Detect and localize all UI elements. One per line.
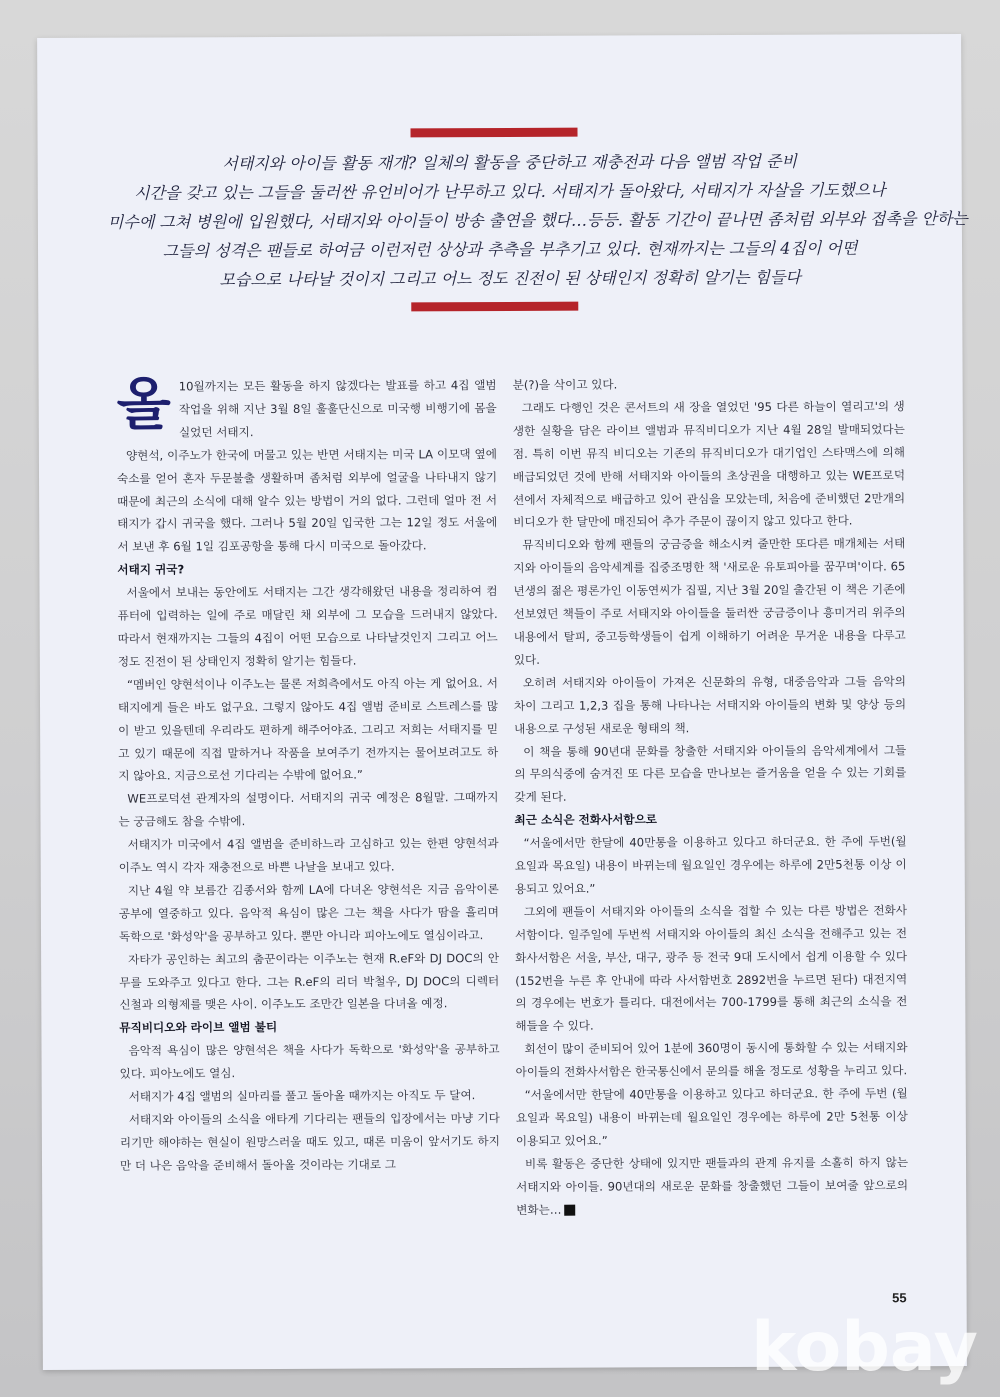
lead-line: 모습으로 나타날 것이지 그리고 어느 정도 진전이 된 상태인지 정확히 알기는 힘들다 [219, 267, 801, 290]
bottom-red-rule [411, 302, 578, 312]
page-number: 55 [892, 1290, 907, 1306]
section-heading: 뮤직비디오와 라이브 앨범 불티 [119, 1020, 278, 1036]
body-paragraph: “서울에서만 한달에 40만통을 이용하고 있다고 하더군요. 한 주에 두번 (월요일과 목요일) 내용이 바뀌는데 월요일인 경우에는 하루에 2만 5천통 이상 이용되고 있어요.” [515, 1086, 908, 1148]
lead-line: 시간을 갖고 있는 그들을 둘러싼 유언비어가 난무하고 있다. 서태지가 돌아왔다, 서태지가 자살을 기도했으나 [134, 180, 886, 203]
body-paragraph: 회선이 많이 준비되어 있어 1분에 360명이 동시에 통화할 수 있는 서태지와 아이들의 전화사서함은 한국통신에서 문의를 해올 정도로 성황을 누리고 있다. [515, 1040, 908, 1080]
body-paragraph: 서태지와 아이들의 소식을 애타게 기다리는 팬들의 입장에서는 마냥 기다리기만 해야하는 현실이 원망스러울 때도 있고, 때론 미움이 앞서기도 하지만 더 나은 음악을 준비해서 돌아올 것이라는 기대로 그 [119, 1111, 500, 1173]
lead-line: 그들의 성격은 팬들로 하여금 이런저런 상상과 추측을 부추기고 있다. 현재까지는 그들의 4집이 어떤 [162, 238, 858, 261]
body-paragraph: “서울에서만 한달에 40만통을 이용하고 있다고 하더군요. 한 주에 두번(월요일과 목요일) 내용이 바뀌는데 월요일인 경우에는 하루에 2만5천통 이상 이용되고 있어요.” [514, 834, 907, 896]
body-paragraph: 이 책을 통해 90년대 문화를 창출한 서태지와 아이들의 음악세계에서 그들의 무의식중에 숨겨진 또 다른 모습을 만나보는 즐거움을 얻을 수 있는 기회를 갖게 된다. [514, 742, 907, 805]
section-heading: 서태지 귀국? [117, 562, 185, 577]
body-paragraph: 그외에 팬들이 서태지와 아이들의 소식을 접할 수 있는 다른 방법은 전화사서함이다. 일주일에 두번씩 서태지와 아이들의 최신 소식을 전해주고 있는 전화사서함은 서울, 부산, 대구, 광주 등 전국 9대 도시에서 쉽게 이용할 수 있다 (152번을 누른 후 안내에 따라 사서함번호 2892번을 누르면 된다) 대전지역의 경우에는 번호가 틀리다. 대전에서는 700-1799를 통해 최근의 소식을 전해들을 수 있다. [514, 903, 908, 1034]
watermark-logo: kobay [751, 1308, 978, 1387]
closing-text: 비록 활동은 중단한 상태에 있지만 팬들과의 관계 유지를 소홀히 하지 않는 서태지와 아이들. 90년대의 새로운 문화를 창출했던 그들이 보여줄 앞으로의 변화는… [516, 1155, 909, 1217]
right-column [513, 372, 909, 1221]
body-paragraph [516, 1151, 908, 1221]
section-heading: 최근 소식은 전화사서함으로 [514, 812, 658, 828]
body-paragraph: 10월까지는 모든 활동을 하지 않겠다는 발표를 하고 4집 앨범 작업을 위해 지난 3월 8일 훌훌단신으로 미국행 비행기에 몸을 실었던 서태지. [178, 378, 497, 440]
body-paragraph: 음악적 욕심이 많은 양현석은 책을 사다가 독학으로 '화성악'을 공부하고 있다. 피아노에도 열심. [119, 1042, 500, 1081]
body-paragraph: 뮤직비디오와 함께 팬들의 궁금증을 해소시켜 줄만한 또다른 매개체는 서태지와 아이들의 음악세계를 집중조명한 책 '새로운 유토피아를 꿈꾸며'이다. 65년생의 젊은 평론가인 이동연씨가 집필, 지난 3월 20일 출간된 이 책은 기존에 선보였던 책들이 주로 서태지와 아이들을 둘러싼 궁금증이나 흥미거리 위주의 내용에서 탈피, 중고등학생들이 쉽게 이해하기 어려운 무거운 내용을 다루고 있다. [513, 536, 906, 667]
body-paragraph: 그래도 다행인 것은 콘서트의 새 장을 열었던 '95 다른 하늘이 열리고'의 생생한 실황을 담은 라이브 앨범과 뮤직비디오가 지난 4월 28일 발매되었다는 점. 특히 이번 뮤직 비디오는 기존의 뮤직비디오가 대기업인 스타맥스에 의해 배급되었던 것에 반해 서태지와 아이들의 초상권을 대행하고 있는 WE프로덕션에서 자체적으로 배급하고 있어 관심을 모았는데, 처음에 준비했던 2만개의 비디오가 한 달만에 매진되어 추가 주문이 끊이지 않고 있다고 한다. [512, 399, 906, 530]
end-mark-icon [564, 1204, 575, 1215]
body-paragraph: 분(?)을 삭이고 있다. [512, 377, 618, 392]
body-paragraph: “멤버인 양현석이나 이주노는 물론 저희측에서도 아직 아는 게 없어요. 서태지에게 들은 바도 없구요. 그렇지 않아도 4집 앨범 준비로 스트레스를 많이 받고 있을텐데 우리라도 편하게 해주어야죠. 그리고 저희는 서태지를 믿고 있기 때문에 직접 말하거나 작품을 보여주기 전까지는 물어보려고도 하지 않아요. 지금으로선 기다리는 수밖에 없어요.” [117, 675, 499, 784]
body-paragraph: 지난 4월 약 보름간 김종서와 함께 LA에 다녀온 양현석은 지금 음악이론공부에 열중하고 있다. 음악적 욕심이 많은 그는 책을 사다가 땀을 흘리며 독학으로 '화성악'을 공부하고 있다. 뿐만 아니라 피아노에도 열심이라고. [118, 881, 499, 944]
magazine-page [37, 34, 967, 1370]
lead-paragraph [107, 146, 968, 295]
body-paragraph: 서태지가 미국에서 4집 앨범을 준비하느라 고심하고 있는 한편 양현석과 이주노 역시 각자 재충전으로 바쁜 나날을 보내고 있다. [118, 836, 499, 875]
body-paragraph: 자타가 공인하는 최고의 춤꾼이라는 이주노는 현재 R.eF와 DJ DOC의 안무를 도와주고 있다고 한다. 그는 R.eF의 리더 박철우, DJ DOC의 디렉터 신철과 의형제를 맺은 사이. 이주노도 조만간 일본을 다녀올 예정. [119, 950, 500, 1013]
body-paragraph: 양현석, 이주노가 한국에 머물고 있는 반면 서태지는 미국 LA 이모댁 옆에 숙소를 얻어 혼자 두문불출 생활하며 좀처럼 외부에 얼굴을 나타내지 않기 때문에 최근의 소식에 대해 알수 있는 방법이 거의 없다. 그런데 얼마 전 서태지가 갑시 귀국을 했다. 그러나 5월 20일 입국한 그는 12일 정도 서울에서 보낸 후 6월 1일 김포공항을 통해 다시 미국으로 돌아갔다. [116, 446, 498, 555]
body-paragraph: 서울에서 보내는 동안에도 서태지는 그간 생각해왔던 내용을 정리하여 컴퓨터에 입력하는 일에 주로 매달린 채 외부에 그 모습을 드러내지 않았다. 따라서 현재까지는 그들의 4집이 어떤 모습으로 나타날것인지 그리고 어느 정도 진전이 된 상태인지 정확히 알기는 힘들다. [117, 584, 498, 669]
body-paragraph: 서태지가 4집 앨범의 실마리를 풀고 돌아올 때까지는 아직도 두 달여. [128, 1088, 476, 1104]
lead-line: 미수에 그쳐 병원에 입원했다, 서태지와 아이들이 방송 출연을 했다…등등. 활동 기간이 끝나면 좀처럼 외부와 접촉을 안하는 [107, 208, 968, 232]
left-column [117, 374, 500, 1177]
drop-cap: 올 [116, 372, 171, 438]
body-paragraph: 오히려 서태지와 아이들이 가져온 신문화의 유형, 대중음악과 그들 음악의 차이 그리고 1,2,3 집을 통해 나타나는 서태지와 아이들의 변화 및 양상 등의 내용으로 구성된 새로운 형태의 책. [513, 674, 907, 736]
top-red-rule [410, 128, 577, 138]
lead-line: 서태지와 아이들 활동 재개? 일체의 활동을 중단하고 재충전과 다음 앨범 작업 준비 [222, 151, 797, 174]
body-paragraph: WE프로덕션 관계자의 설명이다. 서태지의 귀국 예정은 8월말. 그때까지는 궁금해도 참을 수밖에. [118, 790, 499, 829]
